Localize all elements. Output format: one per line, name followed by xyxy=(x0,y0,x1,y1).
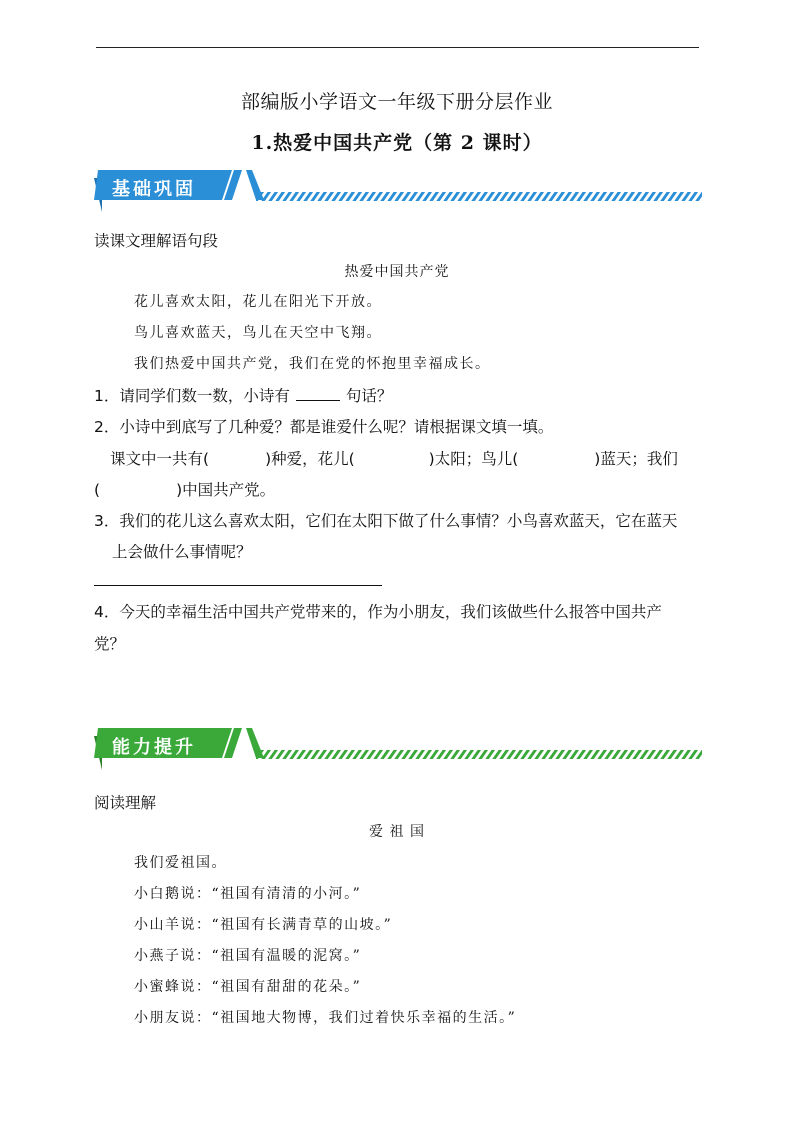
banner-label: 能力提升 xyxy=(112,737,196,758)
poem-line: 我们爱祖国。 xyxy=(134,855,227,871)
fill-text: ( xyxy=(94,481,101,499)
answer-blank[interactable] xyxy=(296,386,340,401)
fill-text: 课文中一共有( xyxy=(110,450,210,468)
poem-line: 我们热爱中国共产党，我们在党的怀抱里幸福成长。 xyxy=(134,356,491,372)
section-banner-basic xyxy=(94,170,704,216)
section-label: 读课文理解语句段 xyxy=(94,232,219,250)
question-2-fill-cont xyxy=(94,478,275,500)
fill-text: )种爱，花儿( xyxy=(265,450,355,468)
question-1-text: 1．请同学们数一数，小诗有 xyxy=(94,387,290,405)
poem-line: 小蜜蜂说：“祖国有甜甜的花朵。” xyxy=(134,979,362,995)
fill-text: )中国共产党。 xyxy=(176,481,276,499)
poem-line: 花儿喜欢太阳，花儿在阳光下开放。 xyxy=(134,294,382,310)
question-3-cont: 上会做什么事情呢？ xyxy=(112,543,252,561)
question-4-cont: 党？ xyxy=(94,635,126,653)
poem-line: 小燕子说：“祖国有温暖的泥窝。” xyxy=(134,948,362,964)
fill-text: )蓝天；我们 xyxy=(594,450,678,468)
banner-label: 基础巩固 xyxy=(112,179,196,200)
section-label: 阅读理解 xyxy=(94,794,157,812)
question-1 xyxy=(94,384,392,406)
poem-title: 爱 祖 国 xyxy=(369,824,425,840)
poem-line: 鸟儿喜欢蓝天，鸟儿在天空中飞翔。 xyxy=(134,325,382,341)
header-rule xyxy=(96,47,699,48)
poem-title: 热爱中国共产党 xyxy=(344,264,450,280)
poem-line: 小朋友说：“祖国地大物博，我们过着快乐幸福的生活。” xyxy=(134,1010,517,1026)
question-1-text-end: 句话？ xyxy=(345,387,393,405)
question-2-fill xyxy=(110,447,678,469)
fill-text: )太阳；鸟儿( xyxy=(428,450,519,468)
question-3: 3．我们的花儿这么喜欢太阳，它们在太阳下做了什么事情？小鸟喜欢蓝天，它在蓝天 xyxy=(94,512,678,530)
answer-line[interactable] xyxy=(94,585,382,586)
question-2: 2．小诗中到底写了几种爱？都是谁爱什么呢？请根据课文填一填。 xyxy=(94,418,554,436)
question-4: 4．今天的幸福生活中国共产党带来的，作为小朋友，我们该做些什么报答中国共产 xyxy=(94,603,662,621)
section-banner-advanced xyxy=(94,728,704,774)
lesson-title: 1.热爱中国共产党（第 2 课时） xyxy=(251,132,543,154)
document-title: 部编版小学语文一年级下册分层作业 xyxy=(240,91,553,113)
poem-line: 小白鹅说：“祖国有清清的小河。” xyxy=(134,886,362,902)
poem-line: 小山羊说：“祖国有长满青草的山坡。” xyxy=(134,917,393,933)
